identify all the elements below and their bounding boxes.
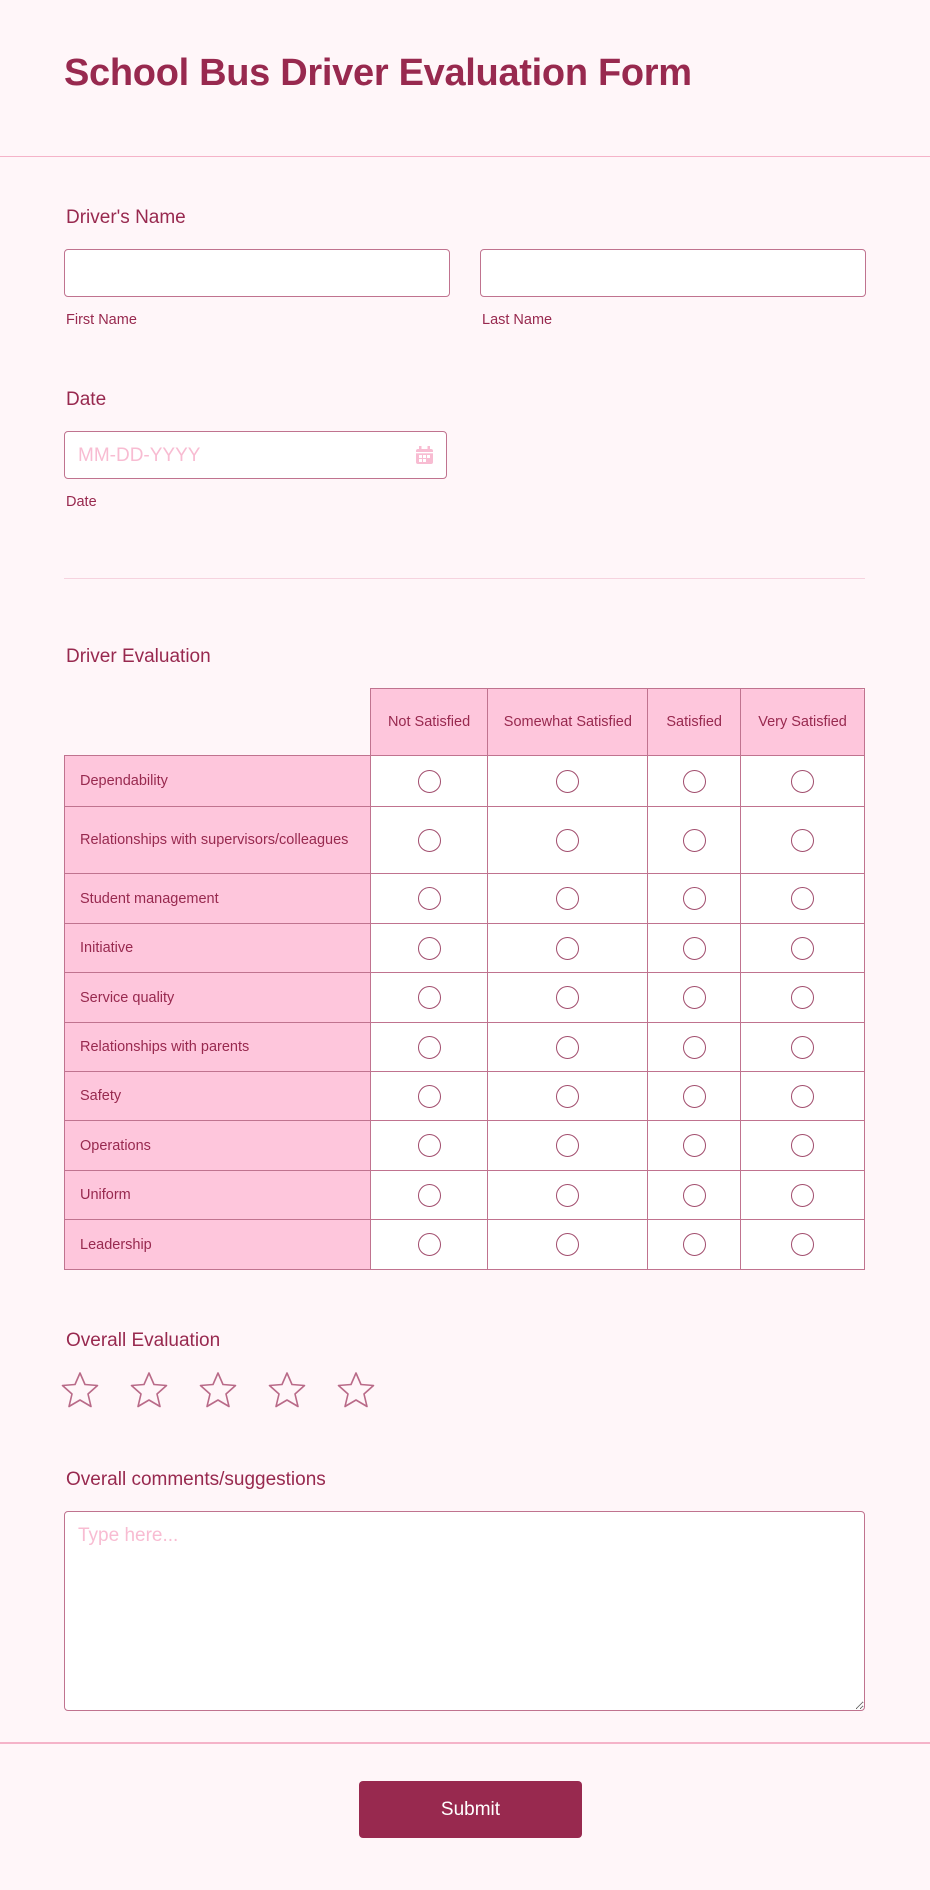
- radio-button[interactable]: [683, 986, 706, 1009]
- radio-button[interactable]: [418, 937, 441, 960]
- radio-button[interactable]: [418, 829, 441, 852]
- radio-button[interactable]: [556, 1085, 579, 1108]
- radio-button[interactable]: [556, 770, 579, 793]
- radio-button[interactable]: [418, 1036, 441, 1059]
- radio-button[interactable]: [791, 986, 814, 1009]
- radio-button[interactable]: [683, 1036, 706, 1059]
- star-icon[interactable]: [198, 1370, 238, 1410]
- column-header: Very Satisfied: [741, 689, 865, 756]
- matrix-cell: [648, 1072, 741, 1121]
- evaluation-matrix: [64, 688, 865, 1270]
- matrix-cell: [488, 1023, 648, 1072]
- date-input[interactable]: [64, 431, 447, 479]
- row-label: Service quality: [65, 973, 371, 1023]
- radio-button[interactable]: [556, 829, 579, 852]
- matrix-row: [65, 1171, 865, 1220]
- matrix-cell: [741, 1171, 865, 1220]
- comments-textarea[interactable]: [64, 1511, 865, 1711]
- row-label: Dependability: [65, 756, 371, 807]
- matrix-cell: [370, 874, 488, 924]
- row-label: Initiative: [65, 924, 371, 973]
- matrix-cell: [488, 1072, 648, 1121]
- radio-button[interactable]: [418, 1233, 441, 1256]
- row-label: Uniform: [65, 1171, 371, 1220]
- row-label: Student management: [65, 874, 371, 924]
- radio-button[interactable]: [683, 937, 706, 960]
- matrix-cell: [488, 973, 648, 1023]
- radio-button[interactable]: [791, 770, 814, 793]
- radio-button[interactable]: [791, 937, 814, 960]
- matrix-row: [65, 1121, 865, 1171]
- radio-button[interactable]: [556, 1036, 579, 1059]
- matrix-cell: [648, 924, 741, 973]
- radio-button[interactable]: [683, 1184, 706, 1207]
- radio-button[interactable]: [418, 770, 441, 793]
- radio-button[interactable]: [556, 1134, 579, 1157]
- last-name-input[interactable]: [480, 249, 866, 297]
- matrix-cell: [741, 756, 865, 807]
- matrix-row: [65, 973, 865, 1023]
- radio-button[interactable]: [683, 770, 706, 793]
- row-label: Operations: [65, 1121, 371, 1171]
- radio-button[interactable]: [556, 986, 579, 1009]
- radio-button[interactable]: [683, 829, 706, 852]
- date-label: Date: [66, 389, 107, 410]
- radio-button[interactable]: [791, 1085, 814, 1108]
- matrix-cell: [488, 1220, 648, 1270]
- matrix-row: [65, 756, 865, 807]
- matrix-cell: [488, 924, 648, 973]
- matrix-row: [65, 807, 865, 874]
- matrix-cell: [370, 1220, 488, 1270]
- matrix-cell: [488, 1121, 648, 1171]
- submit-button[interactable]: Submit: [359, 1781, 582, 1838]
- matrix-cell: [741, 874, 865, 924]
- matrix-cell: [648, 973, 741, 1023]
- row-label: Leadership: [65, 1220, 371, 1270]
- matrix-cell: [741, 1072, 865, 1121]
- matrix-corner: [65, 689, 371, 756]
- overall-evaluation-label: Overall Evaluation: [66, 1330, 221, 1351]
- radio-button[interactable]: [683, 887, 706, 910]
- star-icon[interactable]: [267, 1370, 307, 1410]
- matrix-cell: [648, 807, 741, 874]
- matrix-cell: [648, 1023, 741, 1072]
- matrix-cell: [648, 1171, 741, 1220]
- comments-label: Overall comments/suggestions: [66, 1469, 326, 1490]
- matrix-cell: [648, 874, 741, 924]
- radio-button[interactable]: [556, 1184, 579, 1207]
- date-placeholder: MM-DD-YYYY: [78, 445, 201, 466]
- driver-evaluation-label: Driver Evaluation: [66, 646, 211, 667]
- radio-button[interactable]: [556, 887, 579, 910]
- radio-button[interactable]: [418, 986, 441, 1009]
- matrix-cell: [648, 1121, 741, 1171]
- matrix-cell: [488, 756, 648, 807]
- first-name-input[interactable]: [64, 249, 450, 297]
- radio-button[interactable]: [556, 1233, 579, 1256]
- star-icon[interactable]: [336, 1370, 376, 1410]
- matrix-cell: [370, 1072, 488, 1121]
- column-header: Not Satisfied: [370, 689, 488, 756]
- radio-button[interactable]: [418, 887, 441, 910]
- row-label: Relationships with parents: [65, 1023, 371, 1072]
- matrix-cell: [741, 924, 865, 973]
- form-header: [0, 0, 930, 157]
- radio-button[interactable]: [556, 937, 579, 960]
- matrix-row: [65, 1072, 865, 1121]
- radio-button[interactable]: [683, 1233, 706, 1256]
- matrix-cell: [370, 1121, 488, 1171]
- column-header: Somewhat Satisfied: [488, 689, 648, 756]
- radio-button[interactable]: [418, 1085, 441, 1108]
- row-label: Relationships with supervisors/colleagues: [65, 807, 371, 874]
- row-label: Safety: [65, 1072, 371, 1121]
- radio-button[interactable]: [683, 1134, 706, 1157]
- star-icon[interactable]: [129, 1370, 169, 1410]
- matrix-cell: [488, 874, 648, 924]
- matrix-row: [65, 1220, 865, 1270]
- first-name-sublabel: First Name: [66, 312, 137, 328]
- date-sublabel: Date: [66, 494, 97, 510]
- matrix-cell: [648, 1220, 741, 1270]
- footer-divider: [0, 1742, 930, 1744]
- star-rating[interactable]: [60, 1370, 376, 1410]
- matrix-row: [65, 924, 865, 973]
- matrix-cell: [370, 973, 488, 1023]
- matrix-cell: [741, 1023, 865, 1072]
- radio-button[interactable]: [683, 1085, 706, 1108]
- radio-button[interactable]: [418, 1184, 441, 1207]
- matrix-cell: [741, 807, 865, 874]
- radio-button[interactable]: [791, 1184, 814, 1207]
- matrix-cell: [488, 1171, 648, 1220]
- radio-button[interactable]: [791, 829, 814, 852]
- star-icon[interactable]: [60, 1370, 100, 1410]
- matrix-cell: [488, 807, 648, 874]
- matrix-cell: [741, 1121, 865, 1171]
- matrix-cell: [370, 756, 488, 807]
- radio-button[interactable]: [791, 1036, 814, 1059]
- page-title: School Bus Driver Evaluation Form: [64, 52, 692, 94]
- matrix-cell: [370, 1023, 488, 1072]
- calendar-icon[interactable]: [415, 446, 434, 465]
- drivers-name-label: Driver's Name: [66, 207, 186, 228]
- section-divider: [64, 578, 865, 579]
- matrix-cell: [741, 973, 865, 1023]
- column-header: Satisfied: [648, 689, 741, 756]
- matrix-row: [65, 1023, 865, 1072]
- matrix-cell: [370, 1171, 488, 1220]
- radio-button[interactable]: [791, 1233, 814, 1256]
- last-name-sublabel: Last Name: [482, 312, 553, 328]
- matrix-row: [65, 874, 865, 924]
- radio-button[interactable]: [418, 1134, 441, 1157]
- matrix-cell: [741, 1220, 865, 1270]
- matrix-cell: [370, 807, 488, 874]
- matrix-cell: [370, 924, 488, 973]
- radio-button[interactable]: [791, 1134, 814, 1157]
- radio-button[interactable]: [791, 887, 814, 910]
- matrix-cell: [648, 756, 741, 807]
